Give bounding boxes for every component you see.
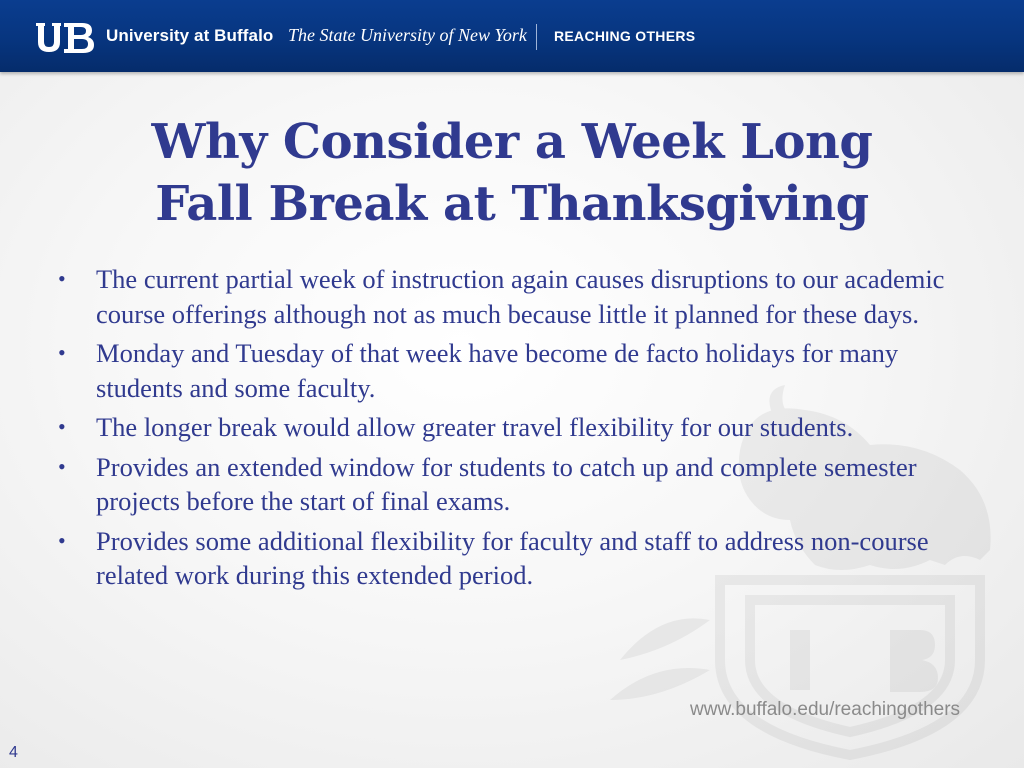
bullet-item — [58, 336, 988, 405]
bullet-text: Monday and Tuesday of that week have become de facto holidays for many students and some faculty. — [96, 338, 899, 403]
bullet-marker-icon: • — [58, 527, 66, 553]
slide-title-line-2: Fall Break at Thanksgiving — [155, 176, 869, 232]
brand-system-name: The State University of New York — [288, 25, 527, 45]
bullet-marker-icon: • — [58, 414, 66, 439]
bullet-text: The current partial week of instruction again causes disruptions to our academic course offerings although not as much because little it planned for these days. — [96, 264, 945, 329]
bullet-item — [58, 524, 988, 593]
ub-logo-icon — [34, 20, 98, 56]
bullet-text: Provides some additional flexibility for faculty and staff to address non-course related work during this extended period. — [96, 525, 929, 590]
header-band — [0, 0, 1024, 72]
footer-url: www.buffalo.edu/reachingothers — [690, 699, 961, 720]
bullet-item — [58, 450, 988, 519]
bullet-text: The longer break would allow greater travel flexibility for our students. — [96, 412, 854, 442]
header-divider — [536, 24, 537, 50]
brand-name: University at Buffalo — [106, 26, 274, 45]
bullet-marker-icon: • — [58, 453, 66, 479]
brand-tagline: REACHING OTHERS — [554, 28, 696, 44]
bullet-text: Provides an extended window for students to catch up and complete semester projects before the start of final exams. — [96, 451, 917, 516]
bullet-marker-icon: • — [58, 266, 66, 291]
slide-title-line-1: Why Consider a Week Long — [151, 114, 873, 170]
bullet-item — [58, 262, 988, 331]
slide-title — [0, 111, 1024, 235]
bullet-list — [58, 262, 988, 598]
page-number: 4 — [9, 744, 18, 761]
bullet-marker-icon: • — [58, 340, 66, 365]
bullet-item — [58, 410, 988, 445]
